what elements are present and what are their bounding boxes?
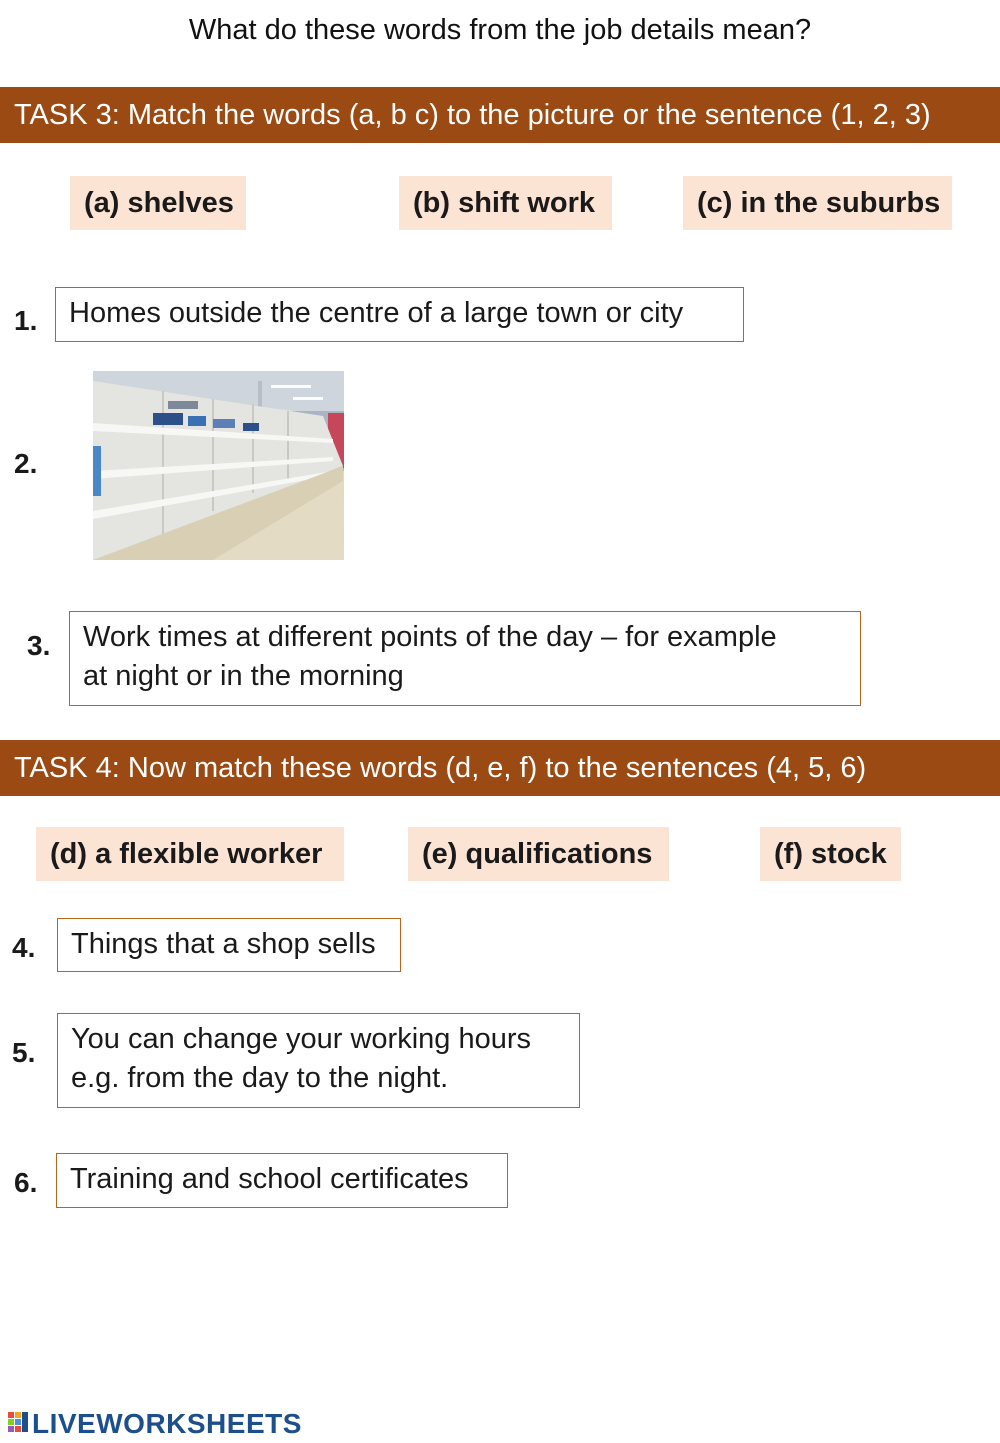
sentence-5-line2: e.g. from the day to the night. — [71, 1062, 449, 1094]
word-option-b[interactable]: (b) shift work — [399, 176, 612, 230]
sentence-1-text: Homes outside the centre of a large town or city — [69, 297, 684, 329]
word-option-f[interactable]: (f) stock — [760, 827, 901, 881]
item-number-6: 6. — [14, 1167, 38, 1198]
liveworksheets-logo[interactable] — [8, 1408, 302, 1440]
item-number-4: 4. — [12, 932, 36, 963]
answer-box-5[interactable] — [57, 1013, 580, 1108]
sentence-6-text: Training and school certificates — [70, 1163, 469, 1195]
task3-header: TASK 3: Match the words (a, b c) to the picture or the sentence (1, 2, 3) — [0, 87, 1000, 143]
answer-box-6[interactable] — [56, 1153, 508, 1208]
shelves-photo[interactable] — [93, 371, 344, 560]
answer-box-1[interactable] — [55, 287, 744, 342]
page-title: What do these words from the job details mean? — [188, 14, 812, 46]
sentence-3-line1: Work times at different points of the day – for example — [83, 621, 777, 653]
answer-box-4[interactable] — [57, 918, 401, 972]
logo-text: LIVEWORKSHEETS — [32, 1408, 302, 1439]
answer-box-3[interactable] — [69, 611, 861, 706]
item-number-1: 1. — [14, 305, 38, 336]
task4-header: TASK 4: Now match these words (d, e, f) to the sentences (4, 5, 6) — [0, 740, 1000, 796]
liveworksheets-logo-icon — [8, 1412, 32, 1436]
word-option-c[interactable]: (c) in the suburbs — [683, 176, 952, 230]
item-number-2: 2. — [14, 448, 38, 479]
sentence-4-text: Things that a shop sells — [71, 928, 376, 960]
item-number-5: 5. — [12, 1037, 36, 1068]
word-option-a[interactable]: (a) shelves — [70, 176, 246, 230]
word-option-d[interactable]: (d) a flexible worker — [36, 827, 344, 881]
item-number-3: 3. — [27, 630, 51, 661]
sentence-5-line1: You can change your working hours — [71, 1023, 532, 1055]
sentence-3-line2: at night or in the morning — [83, 660, 404, 692]
word-option-e[interactable]: (e) qualifications — [408, 827, 669, 881]
